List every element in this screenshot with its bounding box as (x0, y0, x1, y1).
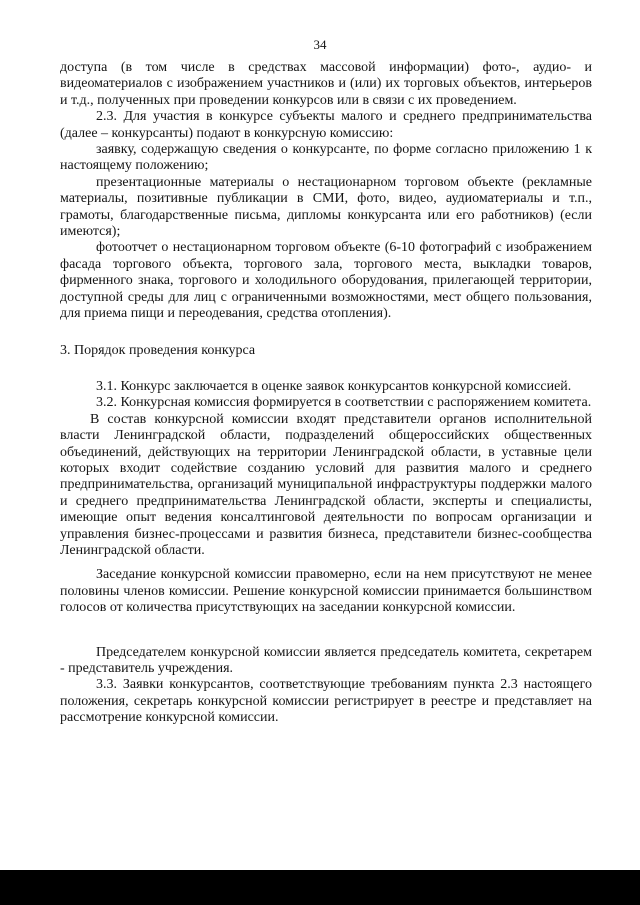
paragraph-commission-composition: В состав конкурсной комиссии входят представители органов исполнительной власти Ленинградской области, подразделений общероссийских общественных объединений, действующих на территории Ленинградской области, в уставные цели которых входит содействие созданию условий для развития малого и среднего предпринимательства, организаций муниципальной инфраструктуры поддержки малого и среднего предпринимательства Ленинградской области, эксперты и специалисты, имеющие опыт ведения консалтинговой деятельности по вопросам организации и управления бизнес-процессами и развития бизнеса, представители бизнес-сообщества Ленинградской области. (60, 411, 592, 558)
paragraph-chairman: Председателем конкурсной комиссии является председатель комитета, секретарем - представитель учреждения. (60, 644, 592, 676)
paragraph-application: заявку, содержащую сведения о конкурсанте, по форме согласно приложению 1 к настоящему положению; (60, 142, 592, 174)
paragraph-publicity-consent: доступа (в том числе в средствах массовой информации) фото-, аудио- и видеоматериалов с изображением участников и (или) их торговых объектов, интерьеров и т.д., полученных при проведении конкурсов или в связи с их проведением. (60, 60, 592, 108)
section-heading-3: 3. Порядок проведения конкурса (60, 342, 256, 358)
paragraph-2-3: 2.3. Для участия в конкурсе субъекты малого и среднего предпринимательства (далее – конкурсанты) подают в конкурсную комиссию: (60, 109, 592, 141)
paragraph-3-2: 3.2. Конкурсная комиссия формируется в соответствии с распоряжением комитета. (96, 395, 592, 411)
page-number: 34 (313, 37, 327, 52)
paragraph-3-1: 3.1. Конкурс заключается в оценке заявок конкурсантов конкурсной комиссией. (96, 378, 572, 394)
paragraph-photo-report: фотоотчет о нестационарном торговом объекте (6-10 фотографий с изображением фасада торгового объекта, торгового зала, торгового места, выкладки товаров, фирменного знака, торгового и холодильного оборудования, прилегающей территории, доступной среды для лиц с ограниченными возможностями, мест общего пользования, для приема пищи и переодевания, средства отопления). (60, 240, 592, 322)
paragraph-presentation-materials: презентационные материалы о нестационарном торговом объекте (рекламные материалы, позитивные публикации в СМИ, фото, видео, аудиоматериалы и т.п., грамоты, благодарственные письма, дипломы конкурсанта или его работников) (если имеются); (60, 174, 592, 240)
paragraph-quorum: Заседание конкурсной комиссии правомерно, если на нем присутствуют не менее половины членов комиссии. Решение конкурсной комиссии принимается большинством голосов от количества присутствующих на заседании конкурсной комиссии. (60, 567, 592, 616)
page-body (60, 60, 592, 727)
scan-bottom-border (0, 870, 640, 905)
paragraph-3-3: 3.3. Заявки конкурсантов, соответствующие требованиям пункта 2.3 настоящего положения, секретарь конкурсной комиссии регистрирует в реестре и представляет на рассмотрение конкурсной комиссии. (60, 677, 592, 726)
